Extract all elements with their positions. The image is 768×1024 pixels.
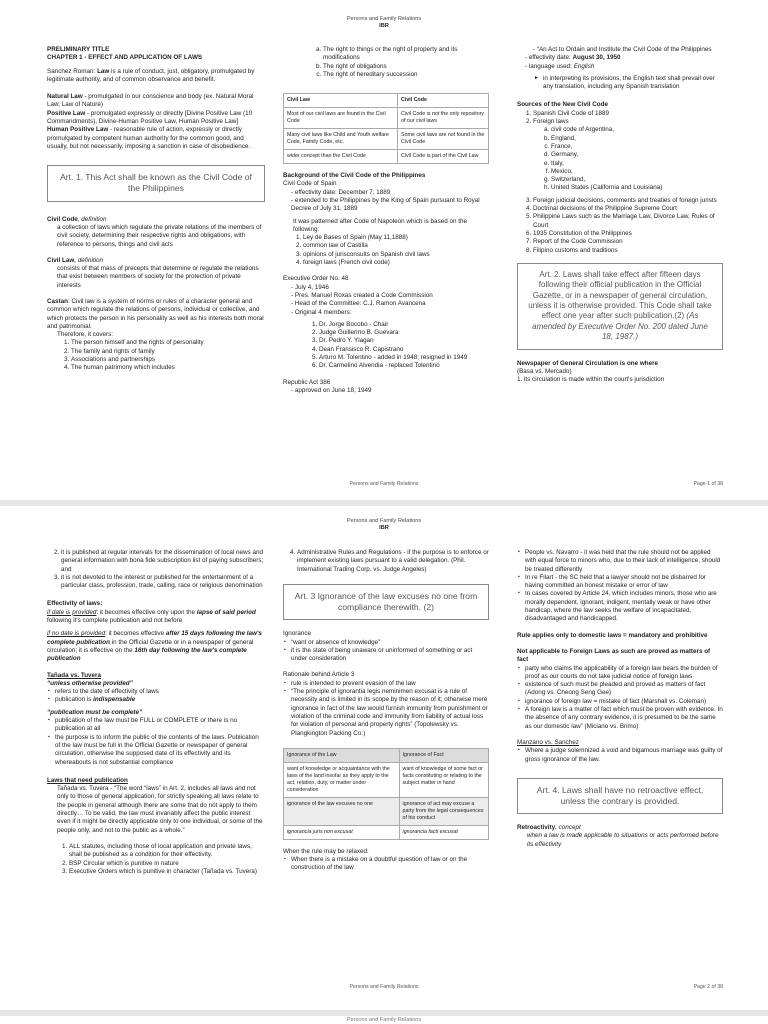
act-list xyxy=(517,46,723,71)
list-item: - approved on June 18, 1949 xyxy=(291,387,489,395)
relaxed-list xyxy=(283,856,489,873)
effectivity-date-provided: if date is provided: it becomes effective only upon the lapse of said period following it's complete publication and not before xyxy=(47,608,256,625)
ra-label: Republic Act 386 xyxy=(283,378,331,386)
list-item: 2. it is published at regular intervals for the dissemination of local news and general information with bona fide subscription list of paying subscribers; and xyxy=(61,549,265,574)
list-item: ▪ refers to the date of effectivity of laws xyxy=(55,688,265,696)
table-header: Ignorance of the Law xyxy=(284,748,400,762)
list-item: 6. Dr. Carmelino Alvendia - replaced Tolentino xyxy=(319,362,489,370)
manzano-list xyxy=(517,747,723,764)
list-item: 3. Executive Orders which is punitive in character (Tañada vs. Tuvera) xyxy=(69,868,265,876)
interpret-note: ► in interpreting its provisions, the English text shall prevail over any translation, including any Spanish translation xyxy=(534,74,715,91)
list-item: ▪ A foreign law is a matter of fact which must be proven with evidence. In the absence of any contrary evidence, it is presumed to be the same as our domestic law” (Miciano vs. Brimo) xyxy=(525,706,723,731)
table-row: ignorance of the law excuses no one ignorance of act may excuse a party from the legal consequences of his conduct xyxy=(284,797,489,825)
list-item: 4. Dean Fransisco R. Capistrano xyxy=(319,346,489,354)
rationale-list xyxy=(283,680,489,738)
list-item: 4. foreign laws (French civil code) xyxy=(303,259,489,267)
page-1 xyxy=(0,0,768,500)
list-item: - Head of the Committee: C.J. Ramon Avancena xyxy=(291,300,489,308)
tanada-quote-2: “publication must be complete” xyxy=(47,708,143,716)
ra-list xyxy=(283,387,489,395)
section-title: PRELIMINARY TITLE xyxy=(47,46,110,53)
domestic-rule: Rule applies only to domestic laws = mandatory and prohibitive xyxy=(517,631,708,639)
list-item: ▪ People vs. Navarro - it was held that the rule should not be applied with equal force to minors who, due to their lack of intelligence, should be treated differently xyxy=(525,549,723,574)
p2-column-2 xyxy=(283,549,489,877)
table-header: Civil Law xyxy=(284,94,398,108)
list-item: ▪ When there is a mistake on a doubtful question of law or on the construction of the law xyxy=(291,856,489,873)
list-item: ▪ ignorance of foreign law = mistake of fact (Marshall vs. Coleman) xyxy=(525,698,723,706)
page-3 xyxy=(0,1016,768,1024)
p1-column-2 xyxy=(283,46,489,399)
newspaper-heading: Newspaper of General Circulation is one where xyxy=(517,359,659,367)
footer-title: Persons and Family Relations xyxy=(349,984,419,990)
article-3-box: Art. 3 Ignorance of the law excuses no one from compliance therewith. (2) xyxy=(283,584,489,620)
list-item: b. England, xyxy=(551,135,723,143)
list-item: 3. it is not devoted to the interest or published for the entertainment of a particular class, profession, trade, calling, race or religious denomination xyxy=(61,574,265,591)
list-item: 7. Report of the Code Commission xyxy=(533,238,723,246)
sources-heading: Sources of the New Civil Code xyxy=(517,101,608,109)
list-item: - extended to the Philippines by the King of Spain pursuant to Royal Decree of July 31, 1889 xyxy=(291,197,489,214)
page-2 xyxy=(0,506,768,1016)
article-4-box: Art. 4. Laws shall have no retroactive effect, unless the contrary is provided. xyxy=(517,778,723,814)
list-item: 4. The human patrimony which includes xyxy=(71,364,265,372)
rights-list xyxy=(283,46,489,79)
natural-law: Natural Law - promulgated in our conscience and body (ex. Natural Moral Law, Law of Nature) xyxy=(47,93,254,109)
p1-column-3 xyxy=(517,46,723,384)
list-item: b. The right of obligations xyxy=(323,63,489,71)
tanada-quote-1: “unless otherwise provided” xyxy=(47,679,133,687)
p2-column-1 xyxy=(47,549,265,880)
background-heading: Background of the Civil Code of the Philippines xyxy=(283,172,426,180)
list-item: a. The right to things or the right of property and its modifications xyxy=(323,46,489,63)
list-item: 3. opinions of jurisconsults on Spanish civil laws xyxy=(303,251,489,259)
sources-list xyxy=(517,110,723,255)
list-item: 2. Foreign laws a. civil code of Argentina, b. England, c. France, d. Germany, e. Italy, f. Mexico, g. Switzerland, h. United States (California and Louisiana) xyxy=(533,118,723,193)
spain-label: Civil Code of Spain xyxy=(283,180,337,188)
list-item: ▪ existence of such must be pleaded and proved as matters of fact (Adong vs. Cheong Seng Gee) xyxy=(525,681,723,698)
napoleon-list xyxy=(283,234,489,267)
effectivity-heading: Effectivity of laws: xyxy=(47,600,103,608)
list-item: h. United States (California and Louisiana) xyxy=(551,184,723,192)
page-number: Page 2 of 38 xyxy=(693,984,723,990)
list-item: 1. Spanish Civil Code of 1889 xyxy=(533,110,723,118)
civil-law-def: Civil Law, definition xyxy=(47,256,104,264)
list-item: f. Mexico, xyxy=(551,168,723,176)
sanchez-paragraph: Sanchez Roman: Law is a rule of conduct, just, obligatory, promulgated by legitimate authority, and of common observance and benefit. xyxy=(47,67,255,83)
list-item: e. Italy, xyxy=(551,160,723,168)
manzano-heading: Manzano vs. Sanchez xyxy=(517,738,579,746)
list-item: 8. Filipino customs and traditions xyxy=(533,247,723,255)
newspaper-list xyxy=(47,549,265,590)
header-title: Persons and Family Relations xyxy=(346,1017,422,1023)
list-item: - Pres. Manuel Roxas created a Code Commission xyxy=(291,292,489,300)
foreign-law-list xyxy=(517,665,723,731)
eo-label: Executive Order No. 48 xyxy=(283,275,349,283)
list-item: ▪ In cases covered by Article 24, which includes minors, those who are morally dependent, ignorant, indigent, mentally weak or have other handicap, where the law seeks the welfare of incapacitated, disadvantaged and handicapped. xyxy=(525,590,723,623)
newspaper-item-1: 1. its circulation is made within the court's jurisdiction xyxy=(517,376,665,384)
p1-column-1 xyxy=(47,46,265,377)
list-item: 4. Administrative Rules and Regulations - if the purpose is to enforce or implement existing laws pursuant to a valid delegation. (Phil. International Trading Corp. vs. Judge Angeles) xyxy=(297,549,489,574)
p2-column-3 xyxy=(517,549,723,849)
list-item: - effectivity date: December 7, 1889 xyxy=(291,189,489,197)
rationale-heading: Rationale behind Article 3 xyxy=(283,671,355,679)
napoleon-text: It was patterned after Code of Napoleon which is based on the following: xyxy=(293,217,467,233)
list-item: - July 4, 1946 xyxy=(291,284,489,292)
civil-law-vs-code-table xyxy=(283,93,489,164)
covers-list xyxy=(47,339,265,372)
relaxed-heading: When the rule may be relaxed: xyxy=(283,847,369,855)
header-title: Persons and Family Relations xyxy=(346,518,422,524)
list-item: ▪ “The principle of ignorantia legis neminimen excusat is a rule of necessity and is limited in its scope by the reason of it; otherwise mere ignorance in fact of the law would furnish immunity from punishment or violation of the criminal code and immunity from liability of actual loss for violation of personal and property rights” (Topolewsky vs. Plangkington Packing Co.) xyxy=(291,688,489,738)
list-item: ▪ party who claims the applicability of a foreign law bears the burden of proof as our courts do not take judicial notice of foreign laws xyxy=(525,665,723,682)
members-list xyxy=(283,321,489,371)
civil-law-text: consists of that mass of precepts that determine or regulate the relations that exist between members of society for the protection of private interests xyxy=(57,265,259,289)
page-header xyxy=(0,518,768,532)
list-item: ▪ it is the state of being unaware or uninformed of something or act under consideration xyxy=(291,647,489,664)
civil-code-def: Civil Code, definition xyxy=(47,215,107,223)
spain-list xyxy=(283,189,489,214)
eo-list xyxy=(283,284,489,317)
ignorance-table xyxy=(283,748,489,840)
header-sub: IBR xyxy=(379,524,389,531)
list-item: 2. BSP Circular which is punitive in nature xyxy=(69,860,265,868)
covers-intro: Therefore, it covers: xyxy=(57,331,113,339)
page-number: Page 1 of 38 xyxy=(693,481,723,487)
foreign-law-heading: Not applicable to Foreign Laws as such are proved as matters of fact xyxy=(517,647,711,664)
footer-title: Persons and Family Relations xyxy=(349,481,419,487)
list-item: ▪ rule is intended to prevent evasion of the law xyxy=(291,680,489,688)
newspaper-source: (Basa vs. Mercado) xyxy=(517,367,572,375)
positive-law: Positive Law - promulgated expressly or directly [Divine Positive Law (10 Commandments), Divine-Human Positive Law, Human Positive Law] xyxy=(47,109,253,126)
list-item: ▪ In re Filart - the SC held that a lawyer should not be disbarred for having committed an honest mistake or error of law xyxy=(525,574,723,591)
table-header: Civil Code xyxy=(398,94,489,108)
list-item: - Original 4 members: xyxy=(291,309,489,317)
article-2-box: Art. 2. Laws shall take effect after fifteen days following their official publication in the Official Gazette, or in a newspaper of general circulation, unless it is otherwise provided. This Code shall take effect one year after such publication.(2) (As amended by Executive Order No. 200 dated June 18, 1987.) xyxy=(517,263,723,350)
list-item: d. Germany, xyxy=(551,151,723,159)
list-item: 2. common law of Castilla xyxy=(303,242,489,250)
tanada-list-2 xyxy=(47,717,265,767)
list-item: c. The right of hereditary succession xyxy=(323,71,489,79)
list-item: 1. Ley de Bases of Spain (May 11,1888) xyxy=(303,234,489,242)
list-item: ▪ the purpose is to inform the public of the contents of the laws. Publication of the law must be full in the Official Gazette or newspaper of general circulation, otherwise the supposed date of its effectivity and its whereabouts is not substantial compliance xyxy=(55,734,265,767)
list-item: 1. Dr. Jorge Bocobo - Chair xyxy=(319,321,489,329)
article-1-box: Art. 1. This Act shall be known as the Civil Code of the Philippines xyxy=(47,165,265,201)
tanada-list-1 xyxy=(47,688,265,705)
list-item: - language used: English xyxy=(525,63,723,71)
list-item: g. Switzerland, xyxy=(551,176,723,184)
list-item: 5. Arturo M. Tolentino - added in 1948; resigned in 1949 xyxy=(319,354,489,362)
table-row: Many civil laws like Child and Youth welfare Code, Family Code, etc. Some civil laws are not found in the Civil Code xyxy=(284,129,489,150)
list-item: 2. Judge Guillermo B. Guevara xyxy=(319,329,489,337)
arrow-icon: ► xyxy=(534,74,539,81)
header-title: Persons and Family Relations xyxy=(346,16,422,22)
list-item: ▪ publication of the law must be FULL or COMPLETE or there is no publication at all xyxy=(55,717,265,734)
list-item: - effectivity date: August 30, 1950 xyxy=(525,54,723,62)
exceptions-list xyxy=(517,549,723,624)
table-row: Most of our civil laws are found in the Civil Code Civil Code is not the only repository of our civil laws xyxy=(284,108,489,129)
table-row: ignorancia juris non excusat ignorancia facti excusat xyxy=(284,825,489,839)
list-item: 2. The family and rights of family xyxy=(71,348,265,356)
foreign-laws-list xyxy=(533,126,723,192)
list-item: 5. Philippine Laws such as the Marriage Law, Divorce Law, Rules of Court xyxy=(533,213,723,230)
list-item: a. civil code of Argentina, xyxy=(551,126,723,134)
human-positive-law: Human Positive Law - reasonable rule of action, expressly or directly promulgated by competent human authority for the common good, and usually, but not necessarily, imposing a sanction in case of disobedience. xyxy=(47,126,251,150)
table-header: Ignorance of Fact xyxy=(399,748,488,762)
civil-code-text: a collection of laws which regulate the private relations of the members of civil society, determining their respective rights and obligations, with reference to persons, things and civil acts xyxy=(57,223,262,248)
effectivity-no-date: if no date is provided: it becomes effective after 15 days following the law's complete publication in the Official Gazette or in a newspaper of general circulation; it is effective on the 16th day following the law's complete publication xyxy=(47,630,262,663)
admin-rules-list xyxy=(283,549,489,574)
retroactivity-def: Retroactivity, concept xyxy=(517,824,581,832)
tanada-heading: Tañada vs. Tuvera xyxy=(47,671,102,679)
laws-publication-text: Tañada vs. Tuvera - “The word “laws” in Art. 2, includes all laws and not only to those of general application, for strictly speaking all laws relate to the people in general although there are some that do not apply to them directly… To be valid, the law must invariably affect the public interest even if it might be directly applicable only to one individual, or some of the people only, and not to the public as a whole.” xyxy=(57,785,263,834)
list-item: 3. Foreign judicial decisions, comments and treaties of foreign jurists xyxy=(533,197,723,205)
table-row: wider concept than the Civil Code Civil Code is part of the Civil Law xyxy=(284,150,489,164)
chapter-title: CHAPTER 1 - EFFECT AND APPLICATION OF LAWS xyxy=(47,54,203,62)
list-item: - “An Act to Ordain and Institute the Civil Code of the Philippines xyxy=(525,46,723,54)
list-item: 3. Associations and partnerships xyxy=(71,356,265,364)
list-item: ▪ publication is indispensable xyxy=(55,696,265,704)
ignorance-list xyxy=(283,639,489,664)
list-item: 6. 1935 Constitution of the Philippines xyxy=(533,230,723,238)
list-item: 1. ALL statutes, including those of local application and private laws, shall be published as a condition for their effectivity. xyxy=(69,843,265,860)
retroactivity-text: when a law is made applicable to situations or acts performed before its effectivity xyxy=(527,832,719,848)
castan-paragraph: Castan: Civil law is a system of norms or rules of a character general and common which regulate the relations of persons, individual or collective, and which protects the person in his personality as well as his interests both moral and patrimonial. xyxy=(47,297,264,330)
list-item: 3. Dr. Pedro Y. Ylagan xyxy=(319,337,489,345)
list-item: 1. The person himself and the rights of personality xyxy=(71,339,265,347)
laws-publication-heading: Laws that need publication xyxy=(47,776,128,784)
ignorance-heading: Ignorance xyxy=(283,630,312,638)
page-header xyxy=(0,16,768,30)
laws-publication-list xyxy=(47,843,265,876)
list-item: c. France, xyxy=(551,143,723,151)
header-sub: IBR xyxy=(379,22,389,29)
list-item: 4. Doctrinal decisions of the Philippine Supreme Court xyxy=(533,205,723,213)
table-row: want of knowledge or acquaintance with the laws of the land insofar as they apply to the act, relation, duty, or matter under consideration want of knowledge of some fact or facts constituting or relating to the subject matter in hand xyxy=(284,762,489,797)
list-item: ▪ Where a judge solemnized a void and bigamous marriage was guilty of gross ignorance of the law. xyxy=(525,747,723,764)
list-item: ▪ “want or absence of knowledge” xyxy=(291,639,489,647)
